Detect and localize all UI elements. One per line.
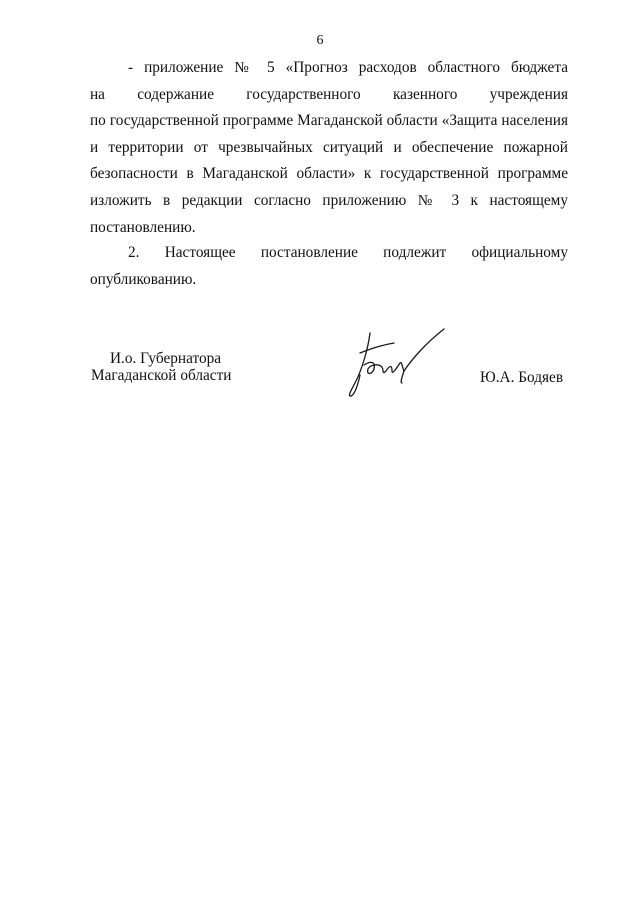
- signatory-region: Магаданской области: [91, 367, 232, 384]
- paragraph-line: опубликованию.: [90, 270, 197, 288]
- handwritten-signature: [340, 325, 450, 403]
- paragraph-line: изложить в редакции согласно приложению № 3 к настоящему: [90, 191, 568, 209]
- paragraph-publication: [90, 240, 568, 293]
- paragraph-line: 2. Настоящее постановление подлежит официальному: [128, 244, 568, 261]
- signatory-title: И.о. Губернатора: [110, 350, 222, 367]
- page-number: 6: [316, 33, 324, 48]
- paragraph-line: по государственной программе Магаданской области «Защита населения: [90, 112, 568, 130]
- signatory-name: Ю.А. Бодяев: [480, 369, 564, 386]
- paragraph-line: безопасности в Магаданской области» к государственной программе: [90, 165, 568, 183]
- paragraph-line: - приложение № 5 «Прогноз расходов областного бюджета: [128, 59, 568, 76]
- paragraph-appendix-5: [90, 55, 568, 241]
- paragraph-line: на содержание государственного казенного учреждения: [90, 85, 568, 103]
- paragraph-line: постановлению.: [90, 218, 196, 236]
- paragraph-line: и территории от чрезвычайных ситуаций и обеспечение пожарной: [90, 138, 568, 156]
